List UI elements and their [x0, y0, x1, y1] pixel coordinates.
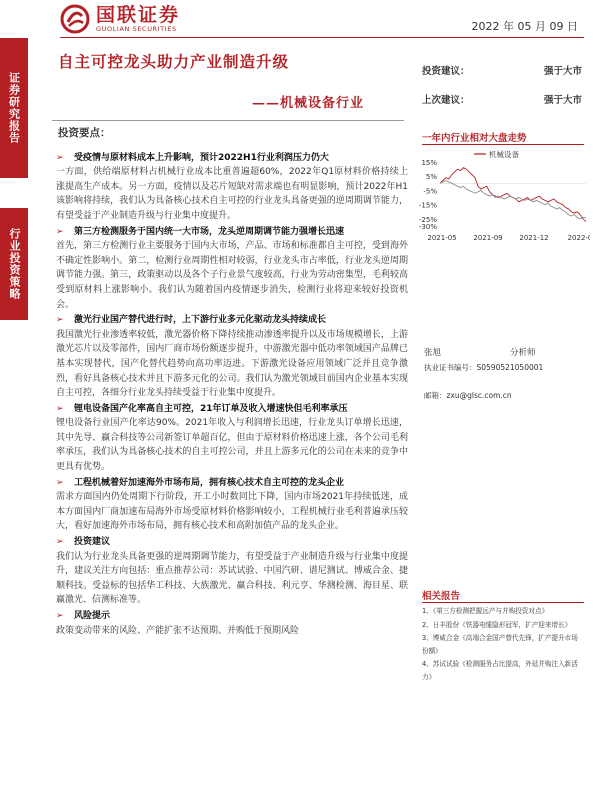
email-link[interactable]: zxu@glsc.com.cn: [446, 391, 512, 400]
arrow-bullet-icon: ➢: [56, 403, 64, 414]
chart-legend-label: 机械设备: [489, 150, 519, 159]
arrow-bullet-icon: ➢: [56, 537, 64, 548]
chart-title-divider: [422, 144, 584, 145]
related-report-item[interactable]: 1、《第三方检测把握远产与并购投资对点》: [422, 607, 549, 615]
chart-y-tick-label: -30%: [418, 223, 437, 231]
summary-content: [56, 126, 408, 639]
chart-x-tick-label: 2021-09: [473, 234, 503, 242]
rating-previous-value: 强于大市: [543, 95, 582, 106]
summary-heading: 投资要点：: [58, 127, 111, 139]
chart-y-tick-label: -25%: [418, 215, 437, 224]
section-heading: ➢ 受疫情与原材料成本上升影响，预计2022H1行业利润压力仍大: [56, 151, 408, 166]
related-reports-title: 相关报告: [422, 591, 461, 602]
title-divider: [52, 120, 404, 121]
chart-y-tick-label: 15%: [421, 159, 437, 167]
section-body: 锂电设备行业国产化率达90%。2021年收入与利润增长迅速，行业龙头订单增长迅速，其中先导、赢合科技等公司新签订单超百亿，但由于原材料价格迅速上涨，各个公司毛利率承压，我们认为具备核心技术的自主可控公司，并且上游多元化的公司在未来的竞争中更具有优势。: [56, 418, 408, 473]
section-heading: ➢ 投资建议: [56, 535, 408, 550]
arrow-bullet-icon: ➢: [56, 315, 64, 326]
rating-previous-label: 上次建议：: [422, 95, 470, 106]
sidebar-report-type: 证券研究报告: [0, 38, 28, 178]
arrow-bullet-icon: ➢: [56, 611, 64, 621]
section-body: 我们认为行业龙头具备更强的逆周期调节能力，有望受益于产业制造升级与行业集中度提升，建议关注方向包括：重点推荐公司：苏试试验、中国汽研、谱尼测试、博威合金、捷顺科技。受益标的包括华工科技、大族激光、赢合科技、利元亨、华测检测、海目星、联赢激光、信测标准等。: [56, 551, 408, 606]
logo-chinese-name: 国联证券: [96, 4, 181, 26]
sidebar-report-category: 行业投资策略: [0, 208, 28, 320]
rating-current-value: 强于大市: [543, 66, 582, 77]
section-heading: ➢ 风险提示: [56, 609, 408, 624]
analyst-name: 张旭: [424, 348, 442, 358]
section-heading: ➢ 激光行业国产替代进行时，上下游行业多元化驱动龙头持续成长: [56, 313, 408, 328]
chart-svg: [410, 146, 590, 246]
analyst-role: 分析师: [510, 348, 536, 358]
arrow-bullet-icon: ➢: [56, 477, 64, 488]
guolian-logo-icon: [60, 4, 90, 34]
report-date: 2022 年 05 月 09 日: [471, 20, 578, 33]
section-body: 我国激光行业渗透率较低，激光器价格下降持续推动渗透率提升以及市场规模增长，上游激光芯片以及零部件，国内厂商市场份额逐步提升，中游激光器中低功率领域国产品牌已基本实现替代，国产化替代趋势向高功率迈进。下游激光设备应用领域广泛并且竞争激烈，看好具备核心技术并且下游多元化的公司。我们认为激光领域目前国内企业基本实现自主可控，各细分行业龙头持续受益于行业集中度提升。: [56, 329, 408, 399]
arrow-bullet-icon: ➢: [56, 152, 64, 163]
related-report-item[interactable]: 3、博威合金《高端合金国产替代先锋，扩产提升市场份额》: [422, 634, 578, 655]
related-reports-list: [422, 605, 584, 684]
chart-series-line: [440, 180, 586, 218]
chart-x-tick-label: 2021-12: [519, 234, 549, 242]
chart-y-tick-label: -15%: [418, 201, 437, 210]
chart-series-line: [440, 168, 586, 222]
section-body: 需求方面国内仍处周期下行阶段，开工小时数同比下降，国内市场2021年持续低迷，成本方面国内厂商加速布局海外市场受原材料价格影响较小，工程机械行业毛利普遍承压较大，看好加速海外市场布局，拥有核心技术和高附加值产品的龙头企业。: [56, 492, 408, 532]
logo-english-name: GUOLIAN SECURITIES: [96, 25, 177, 33]
related-report-item[interactable]: 4、苏试试验《检测服务占比提高，外延并购注入新活力》: [422, 660, 578, 681]
section-heading: ➢ 锂电设备国产化率高自主可控，21年订单及收入增速快但毛利率承压: [56, 402, 408, 417]
analyst-cert: 执业证书编号：S0590521050001: [424, 363, 544, 372]
section-body: 政策变动带来的风险、产能扩张不达预期、并购低于预期风险: [56, 625, 300, 636]
report-title: 自主可控龙头助力产业制造升级: [58, 52, 290, 71]
chart-x-tick-label: 2021-05: [427, 234, 457, 242]
analyst-email: 邮箱：zxu@glsc.com.cn: [424, 391, 512, 400]
chart-x-tick-label: 2022-0: [567, 234, 590, 242]
section-body: 首先，第三方检测行业主要服务于国内大市场，产品、市场和标准都自主可控，受到海外不确定性影响小。第二，检测行业周期性相对较弱，行业龙头市占率低，行业龙头逆周期调节能力强。第三，政策驱动以及各个子行业景气度较高，行业为劳动密集型，毛利较高受到原材料上涨影响小。我们认为随着国内疫情逐步消失，检测行业将迎来较好投资机会。: [56, 241, 408, 310]
section-body: 一方面，供给端原材料占机械行业成本比重普遍超60%，2022年Q1原材料价格持续上涨提高生产成本。另一方面，疫情以及芯片短缺对需求端也有明显影响，预计2022年H1该影响将持续，我们认为具备核心技术自主可控的行业龙头具备更强的逆周期调节能力，有望受益于产业制造升级与行业集中度提升。: [56, 167, 408, 221]
chart-title: 一年内行业相对大盘走势: [422, 133, 527, 144]
rating-current-label: 投资建议：: [422, 66, 470, 77]
arrow-bullet-icon: ➢: [56, 226, 64, 237]
header-divider: [60, 37, 584, 38]
section-heading: ➢ 第三方检测服务于国内统一大市场，龙头逆周期调节能力强增长迅速: [56, 225, 408, 240]
chart-y-tick-label: -5%: [423, 187, 437, 196]
related-reports-divider: [422, 602, 584, 603]
report-subtitle: ——机械设备行业: [252, 96, 365, 111]
relative-performance-chart: [410, 146, 590, 250]
related-report-item[interactable]: 2、日丰股份《铁器电缆隐形冠军，扩产迎来增长》: [422, 620, 572, 629]
chart-y-tick-label: 5%: [425, 173, 437, 182]
section-heading: ➢ 工程机械着好加速海外市场布局，拥有核心技术自主可控的龙头企业: [56, 476, 408, 491]
brand-logo: [60, 4, 180, 34]
